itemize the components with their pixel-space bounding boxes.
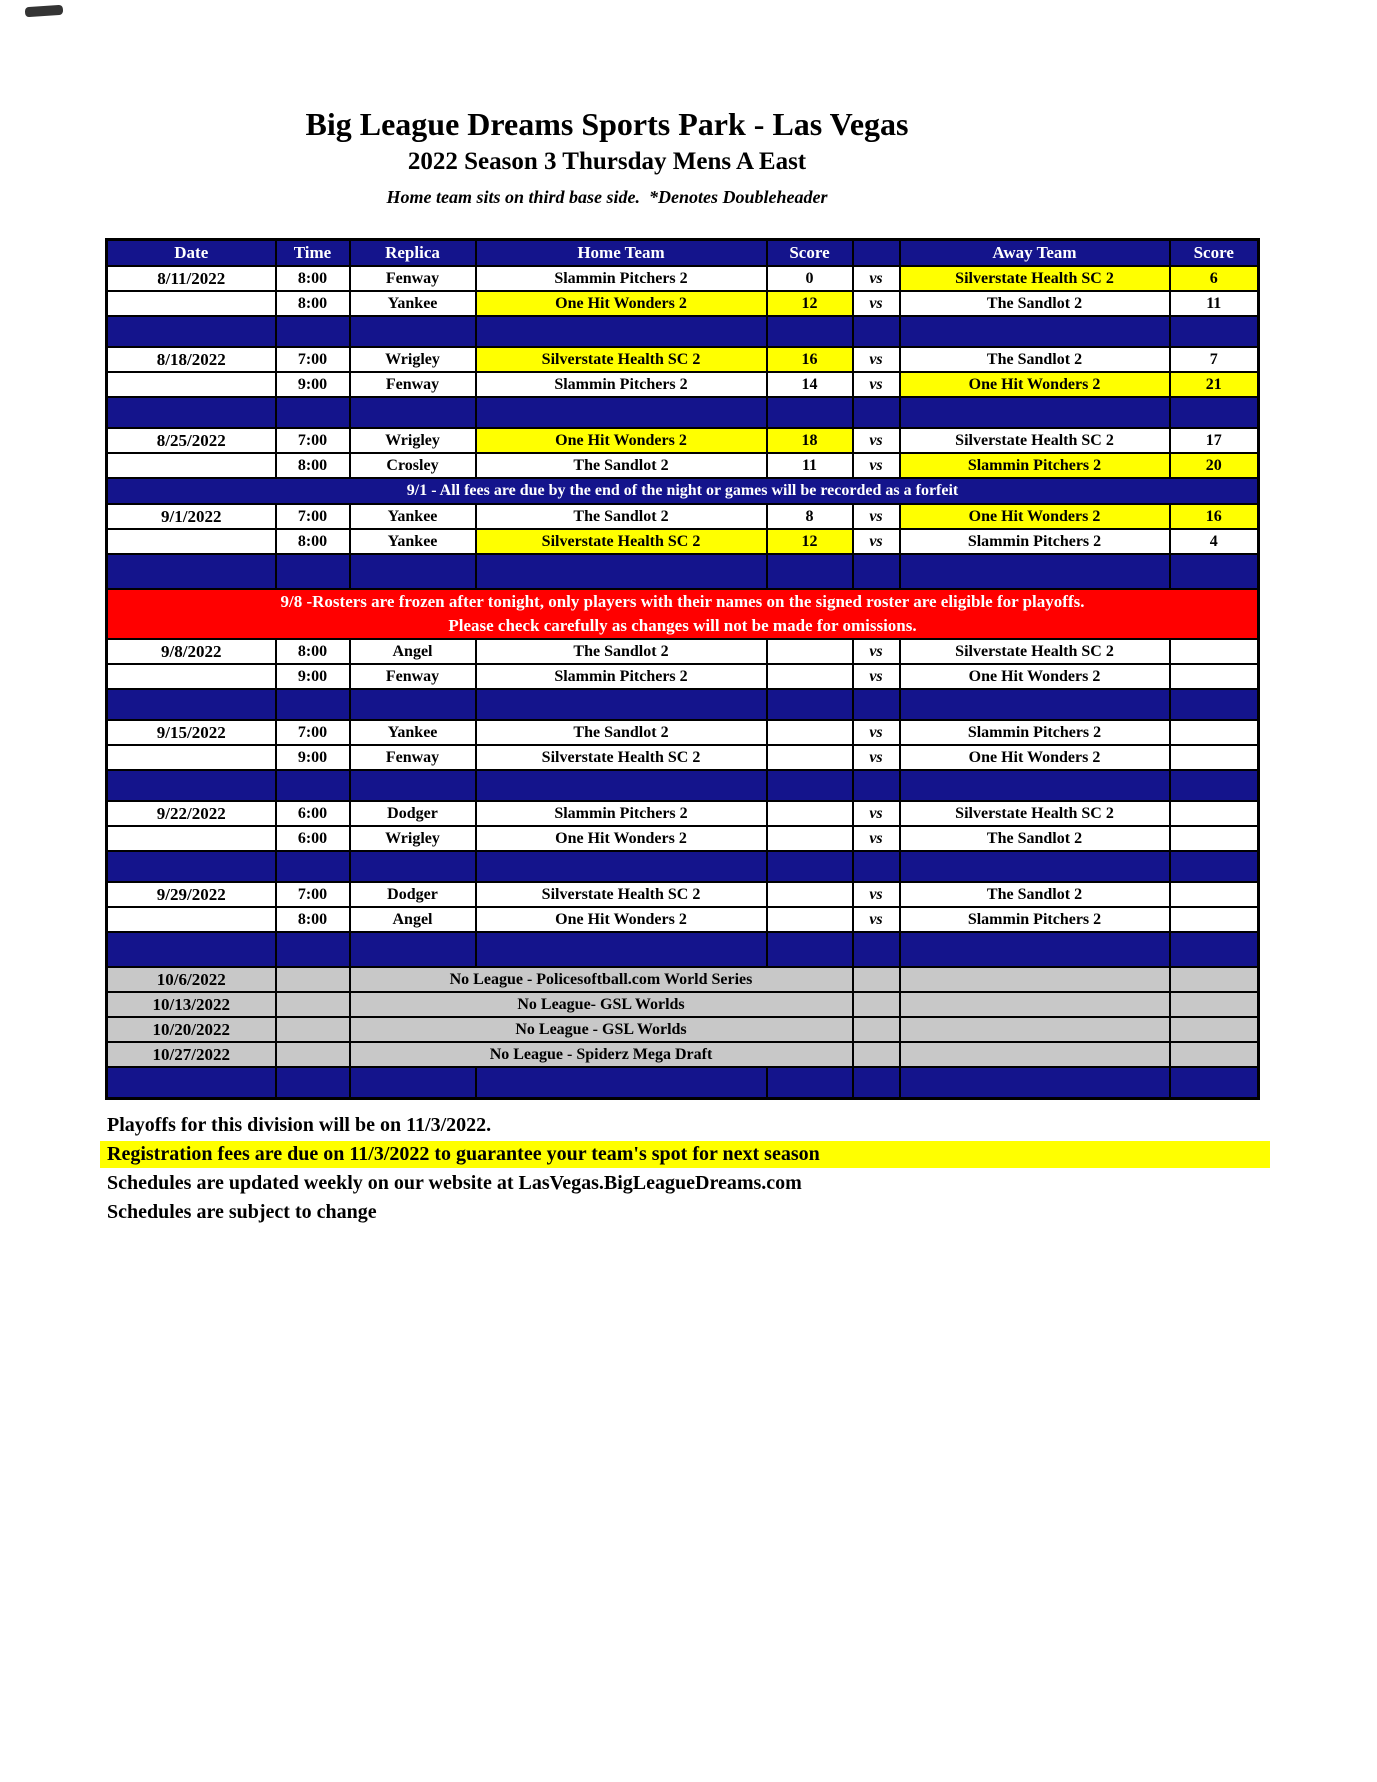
time-cell: 6:00 [276, 801, 350, 826]
footer-note: Playoffs for this division will be on 11/3/2022. [107, 1114, 492, 1136]
banner-line: Please check carefully as changes will not be made for omissions. [448, 616, 917, 635]
time-cell [276, 1017, 350, 1042]
banner-text-cell [107, 589, 1259, 639]
spacer-cell [900, 770, 1170, 801]
vs-label: vs [853, 372, 900, 397]
away-score-cell [1170, 745, 1259, 770]
game-row [107, 504, 1259, 529]
navy-banner-row [107, 478, 1259, 504]
spacer-cell [900, 397, 1170, 428]
game-row [107, 428, 1259, 453]
schedule-table-body [107, 266, 1259, 1099]
home-score-cell: 12 [767, 291, 853, 316]
away-score-cell: 6 [1170, 266, 1259, 291]
vs-spacer-cell [853, 992, 900, 1017]
spacer-cell [107, 689, 276, 720]
vs-label: vs [853, 347, 900, 372]
spacer-cell [350, 316, 476, 347]
away-team-cell: The Sandlot 2 [900, 347, 1170, 372]
spacer-cell [1170, 554, 1259, 589]
date-cell: 10/20/2022 [107, 1017, 276, 1042]
spacer-row [107, 851, 1259, 882]
spacer-row [107, 689, 1259, 720]
home-score-cell: 8 [767, 504, 853, 529]
away-score-cell [1170, 664, 1259, 689]
spacer-cell [107, 770, 276, 801]
spacer-cell [276, 397, 350, 428]
date-cell: 10/13/2022 [107, 992, 276, 1017]
vs-label: vs [853, 664, 900, 689]
game-row [107, 639, 1259, 664]
no-league-row [107, 992, 1259, 1017]
replica-cell: Wrigley [350, 826, 476, 851]
game-row [107, 907, 1259, 932]
time-cell: 9:00 [276, 745, 350, 770]
no-league-text-cell: No League - GSL Worlds [350, 1017, 853, 1042]
replica-cell: Fenway [350, 266, 476, 291]
spacer-cell [350, 932, 476, 967]
date-cell [107, 826, 276, 851]
away-score-cell [1170, 826, 1259, 851]
home-score-cell [767, 720, 853, 745]
spacer-cell [350, 397, 476, 428]
home-score-cell: 11 [767, 453, 853, 478]
column-header-score-away: Score [1170, 240, 1259, 267]
spacer-cell [853, 397, 900, 428]
game-row [107, 664, 1259, 689]
date-cell: 9/22/2022 [107, 801, 276, 826]
spacer-cell [900, 851, 1170, 882]
spacer-cell [900, 689, 1170, 720]
date-cell: 9/15/2022 [107, 720, 276, 745]
date-cell [107, 664, 276, 689]
vs-label: vs [853, 291, 900, 316]
home-team-cell: One Hit Wonders 2 [476, 428, 767, 453]
home-team-cell: Slammin Pitchers 2 [476, 801, 767, 826]
game-row [107, 266, 1259, 291]
away-score-cell [1170, 907, 1259, 932]
date-cell [107, 745, 276, 770]
away-score-cell [1170, 720, 1259, 745]
home-team-cell: Silverstate Health SC 2 [476, 745, 767, 770]
spacer-cell [276, 316, 350, 347]
replica-cell: Wrigley [350, 347, 476, 372]
home-score-cell [767, 745, 853, 770]
spacer-cell [107, 316, 276, 347]
time-cell: 7:00 [276, 428, 350, 453]
spacer-cell [107, 1067, 276, 1099]
vs-label: vs [853, 882, 900, 907]
home-score-cell: 14 [767, 372, 853, 397]
time-cell: 8:00 [276, 639, 350, 664]
spacer-cell [900, 316, 1170, 347]
home-team-cell: One Hit Wonders 2 [476, 291, 767, 316]
spacer-cell [767, 554, 853, 589]
spacer-cell [350, 1067, 476, 1099]
spacer-cell [1170, 932, 1259, 967]
no-league-text-cell: No League- GSL Worlds [350, 992, 853, 1017]
away-score-cell: 4 [1170, 529, 1259, 554]
spacer-cell [276, 851, 350, 882]
time-cell: 8:00 [276, 266, 350, 291]
replica-cell: Yankee [350, 291, 476, 316]
vs-label: vs [853, 504, 900, 529]
game-row [107, 882, 1259, 907]
replica-cell: Fenway [350, 372, 476, 397]
column-header-score: Score [767, 240, 853, 267]
spacer-cell [276, 689, 350, 720]
time-cell: 6:00 [276, 826, 350, 851]
game-row [107, 720, 1259, 745]
column-header-time: Time [276, 240, 350, 267]
vs-label: vs [853, 639, 900, 664]
spacer-cell [767, 932, 853, 967]
vs-label: vs [853, 453, 900, 478]
footer-note: Schedules are updated weekly on our website at LasVegas.BigLeagueDreams.com [107, 1172, 802, 1194]
date-cell [107, 453, 276, 478]
away-team-cell [900, 992, 1170, 1017]
away-team-cell: Slammin Pitchers 2 [900, 720, 1170, 745]
away-team-cell: Slammin Pitchers 2 [900, 453, 1170, 478]
spacer-row [107, 1067, 1259, 1099]
replica-cell: Yankee [350, 529, 476, 554]
time-cell: 7:00 [276, 882, 350, 907]
date-cell: 8/18/2022 [107, 347, 276, 372]
spacer-cell [767, 316, 853, 347]
spacer-cell [767, 1067, 853, 1099]
spacer-row [107, 932, 1259, 967]
away-team-cell [900, 1017, 1170, 1042]
spacer-cell [276, 1067, 350, 1099]
spacer-cell [1170, 1067, 1259, 1099]
game-row [107, 347, 1259, 372]
away-score-cell: 17 [1170, 428, 1259, 453]
footer-notes [105, 1112, 1270, 1226]
away-team-cell: Silverstate Health SC 2 [900, 639, 1170, 664]
away-score-cell [1170, 992, 1259, 1017]
home-score-cell [767, 639, 853, 664]
game-row [107, 745, 1259, 770]
away-score-cell [1170, 882, 1259, 907]
spacer-cell [476, 397, 767, 428]
spacer-row [107, 316, 1259, 347]
game-row [107, 372, 1259, 397]
home-team-cell: One Hit Wonders 2 [476, 826, 767, 851]
replica-cell: Yankee [350, 720, 476, 745]
registration-fees-note: Registration fees are due on 11/3/2022 to guarantee your team's spot for next season [100, 1141, 1270, 1168]
date-cell: 9/8/2022 [107, 639, 276, 664]
away-team-cell: Slammin Pitchers 2 [900, 907, 1170, 932]
spacer-cell [767, 770, 853, 801]
away-score-cell: 20 [1170, 453, 1259, 478]
away-team-cell: Silverstate Health SC 2 [900, 801, 1170, 826]
replica-cell: Dodger [350, 801, 476, 826]
vs-label: vs [853, 266, 900, 291]
banner-line: 9/1 - All fees are due by the end of the night or games will be recorded as a forfeit [406, 482, 959, 499]
spacer-cell [767, 851, 853, 882]
date-cell: 9/29/2022 [107, 882, 276, 907]
spacer-cell [900, 554, 1170, 589]
banner-line: 9/8 -Rosters are frozen after tonight, only players with their names on the signed roster are eligible for playoffs. [280, 592, 1085, 611]
replica-cell: Fenway [350, 745, 476, 770]
away-team-cell: Silverstate Health SC 2 [900, 428, 1170, 453]
away-score-cell [1170, 1017, 1259, 1042]
spacer-cell [853, 1067, 900, 1099]
spacer-cell [476, 851, 767, 882]
replica-cell: Angel [350, 639, 476, 664]
vs-label: vs [853, 428, 900, 453]
home-score-cell [767, 801, 853, 826]
spacer-cell [276, 932, 350, 967]
time-cell: 9:00 [276, 372, 350, 397]
away-team-cell [900, 967, 1170, 992]
schedule-table [105, 238, 1260, 1100]
replica-cell: Dodger [350, 882, 476, 907]
replica-cell: Crosley [350, 453, 476, 478]
date-cell: 8/11/2022 [107, 266, 276, 291]
home-team-cell: Slammin Pitchers 2 [476, 266, 767, 291]
replica-cell: Angel [350, 907, 476, 932]
home-score-cell: 0 [767, 266, 853, 291]
time-cell: 8:00 [276, 453, 350, 478]
replica-cell: Wrigley [350, 428, 476, 453]
spacer-cell [476, 770, 767, 801]
time-cell: 7:00 [276, 504, 350, 529]
time-cell [276, 1042, 350, 1067]
away-score-cell: 21 [1170, 372, 1259, 397]
vs-label: vs [853, 745, 900, 770]
away-team-cell: One Hit Wonders 2 [900, 504, 1170, 529]
away-score-cell [1170, 801, 1259, 826]
spacer-cell [107, 851, 276, 882]
away-team-cell [900, 1042, 1170, 1067]
home-score-cell [767, 826, 853, 851]
time-cell: 8:00 [276, 529, 350, 554]
home-team-cell: Slammin Pitchers 2 [476, 372, 767, 397]
spacer-cell [476, 316, 767, 347]
away-team-cell: Slammin Pitchers 2 [900, 529, 1170, 554]
away-score-cell [1170, 967, 1259, 992]
game-row [107, 801, 1259, 826]
spacer-cell [476, 932, 767, 967]
game-row [107, 826, 1259, 851]
spacer-cell [853, 932, 900, 967]
away-score-cell [1170, 1042, 1259, 1067]
date-cell: 8/25/2022 [107, 428, 276, 453]
column-header-date: Date [107, 240, 276, 267]
spacer-cell [1170, 851, 1259, 882]
home-score-cell: 16 [767, 347, 853, 372]
home-team-cell: The Sandlot 2 [476, 453, 767, 478]
spacer-cell [767, 397, 853, 428]
season-subtitle: 2022 Season 3 Thursday Mens A East [407, 148, 807, 175]
vs-label: vs [853, 529, 900, 554]
home-score-cell [767, 882, 853, 907]
time-cell: 8:00 [276, 291, 350, 316]
date-cell: 10/6/2022 [107, 967, 276, 992]
spacer-cell [107, 554, 276, 589]
column-header-away-team: Away Team [900, 240, 1170, 267]
red-banner-row [107, 589, 1259, 639]
headings [0, 0, 1214, 208]
no-league-row [107, 1017, 1259, 1042]
home-team-cell: Silverstate Health SC 2 [476, 529, 767, 554]
spacer-cell [1170, 316, 1259, 347]
away-score-cell [1170, 639, 1259, 664]
spacer-cell [900, 932, 1170, 967]
page-title: Big League Dreams Sports Park - Las Vegas [305, 106, 909, 142]
spacer-cell [107, 397, 276, 428]
spacer-row [107, 554, 1259, 589]
home-team-cell: Silverstate Health SC 2 [476, 347, 767, 372]
spacer-cell [1170, 397, 1259, 428]
column-header-replica: Replica [350, 240, 476, 267]
spacer-cell [476, 554, 767, 589]
no-league-row [107, 967, 1259, 992]
home-team-cell: Silverstate Health SC 2 [476, 882, 767, 907]
vs-label: vs [853, 907, 900, 932]
header-row [107, 240, 1259, 267]
home-team-cell: The Sandlot 2 [476, 639, 767, 664]
time-cell: 7:00 [276, 720, 350, 745]
no-league-text-cell: No League - Spiderz Mega Draft [350, 1042, 853, 1067]
game-row [107, 453, 1259, 478]
spacer-cell [350, 851, 476, 882]
no-league-text-cell: No League - Policesoftball.com World Series [350, 967, 853, 992]
spacer-cell [476, 689, 767, 720]
footer-note: Schedules are subject to change [107, 1201, 377, 1223]
home-score-cell [767, 907, 853, 932]
away-score-cell: 16 [1170, 504, 1259, 529]
home-team-cell: Slammin Pitchers 2 [476, 664, 767, 689]
replica-cell: Fenway [350, 664, 476, 689]
time-cell: 8:00 [276, 907, 350, 932]
date-cell [107, 291, 276, 316]
home-score-cell: 12 [767, 529, 853, 554]
date-cell [107, 907, 276, 932]
spacer-row [107, 770, 1259, 801]
spacer-cell [1170, 770, 1259, 801]
column-header-vs-spacer [853, 240, 900, 267]
home-team-cell: One Hit Wonders 2 [476, 907, 767, 932]
spacer-cell [853, 554, 900, 589]
date-cell: 9/1/2022 [107, 504, 276, 529]
date-cell: 10/27/2022 [107, 1042, 276, 1067]
time-cell [276, 967, 350, 992]
away-team-cell: One Hit Wonders 2 [900, 745, 1170, 770]
vs-spacer-cell [853, 967, 900, 992]
vs-spacer-cell [853, 1017, 900, 1042]
spacer-cell [276, 770, 350, 801]
spacer-cell [853, 689, 900, 720]
time-cell [276, 992, 350, 1017]
home-team-cell: The Sandlot 2 [476, 720, 767, 745]
away-team-cell: One Hit Wonders 2 [900, 664, 1170, 689]
away-team-cell: The Sandlot 2 [900, 826, 1170, 851]
date-cell [107, 529, 276, 554]
vs-spacer-cell [853, 1042, 900, 1067]
spacer-cell [767, 689, 853, 720]
replica-cell: Yankee [350, 504, 476, 529]
home-score-cell [767, 664, 853, 689]
home-score-cell: 18 [767, 428, 853, 453]
game-row [107, 529, 1259, 554]
away-team-cell: One Hit Wonders 2 [900, 372, 1170, 397]
away-team-cell: The Sandlot 2 [900, 291, 1170, 316]
no-league-row [107, 1042, 1259, 1067]
time-cell: 7:00 [276, 347, 350, 372]
vs-label: vs [853, 826, 900, 851]
time-cell: 9:00 [276, 664, 350, 689]
date-cell [107, 372, 276, 397]
spacer-cell [350, 770, 476, 801]
spacer-cell [350, 554, 476, 589]
spacer-cell [276, 554, 350, 589]
home-team-cell: The Sandlot 2 [476, 504, 767, 529]
away-team-cell: Silverstate Health SC 2 [900, 266, 1170, 291]
game-row [107, 291, 1259, 316]
spacer-cell [853, 770, 900, 801]
column-header-home-team: Home Team [476, 240, 767, 267]
vs-label: vs [853, 720, 900, 745]
spacer-cell [853, 851, 900, 882]
spacer-cell [1170, 689, 1259, 720]
spacer-cell [107, 932, 276, 967]
away-team-cell: The Sandlot 2 [900, 882, 1170, 907]
banner-text-cell [107, 478, 1259, 504]
schedule-table-header [107, 240, 1259, 267]
away-score-cell: 7 [1170, 347, 1259, 372]
spacer-cell [900, 1067, 1170, 1099]
spacer-cell [476, 1067, 767, 1099]
vs-label: vs [853, 801, 900, 826]
spacer-row [107, 397, 1259, 428]
away-score-cell: 11 [1170, 291, 1259, 316]
spacer-cell [350, 689, 476, 720]
spacer-cell [853, 316, 900, 347]
home-team-note: Home team sits on third base side. *Denotes Doubleheader [386, 187, 828, 207]
